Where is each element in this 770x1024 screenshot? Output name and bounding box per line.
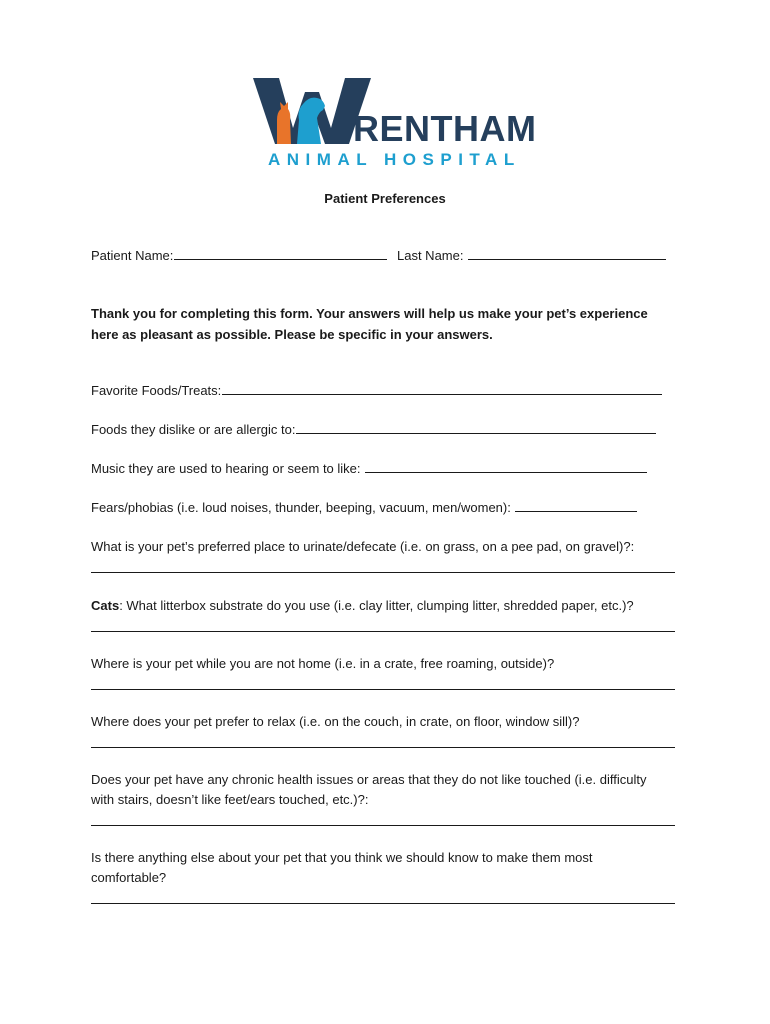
- logo-name-sub: ANIMAL HOSPITAL: [268, 150, 521, 169]
- not-home-answer-line[interactable]: [91, 689, 675, 690]
- dislikes-row: [91, 420, 656, 440]
- cats-answer-line[interactable]: [91, 631, 675, 632]
- patient-name-label: Patient Name:: [91, 248, 174, 263]
- urinate-question: What is your pet’s preferred place to urinate/defecate (i.e. on grass, on a pee pad, on gravel)?:: [91, 539, 635, 554]
- chronic-answer-line[interactable]: [91, 825, 675, 826]
- fears-label: Fears/phobias (i.e. loud noises, thunder, beeping, vacuum, men/women):: [91, 500, 511, 515]
- anything-else-question: Is there anything else about your pet that you think we should know to make them most comfortable?: [91, 850, 593, 885]
- dislikes-label: Foods they dislike or are allergic to:: [91, 422, 296, 437]
- anything-else-answer-line[interactable]: [91, 903, 675, 904]
- music-row: [91, 459, 647, 479]
- relax-answer-line[interactable]: [91, 747, 675, 748]
- page-title: Patient Preferences: [324, 191, 446, 206]
- intro-paragraph: Thank you for completing this form. Your answers will help us make your pet’s experience here as pleasant as possible. Please be specific in your answers.: [91, 306, 648, 342]
- relax-question: Where does your pet prefer to relax (i.e. on the couch, in crate, on floor, window sill)?: [91, 714, 580, 729]
- cats-question-row: [91, 596, 634, 616]
- patient-name-field[interactable]: [174, 246, 387, 260]
- not-home-question: Where is your pet while you are not home (i.e. in a crate, free roaming, outside)?: [91, 656, 555, 671]
- patient-name-row: [91, 246, 666, 266]
- favorite-foods-row: [91, 381, 662, 401]
- chronic-question: Does your pet have any chronic health issues or areas that they do not like touched (i.e. difficulty with stairs, doesn’t like feet/ears touched, etc.)?:: [91, 772, 647, 807]
- cats-label: Cats: [91, 598, 120, 613]
- logo-name-main: RENTHAM: [353, 108, 537, 149]
- music-field[interactable]: [365, 459, 647, 473]
- favorite-foods-field[interactable]: [222, 381, 662, 395]
- hospital-logo: [253, 78, 537, 176]
- last-name-field[interactable]: [468, 246, 666, 260]
- last-name-label: Last Name:: [397, 248, 464, 263]
- cats-question: : What litterbox substrate do you use (i.e. clay litter, clumping litter, shredded paper, etc.)?: [119, 598, 634, 613]
- dislikes-field[interactable]: [296, 420, 656, 434]
- fears-row: [91, 498, 637, 518]
- fears-field[interactable]: [515, 498, 637, 512]
- favorite-foods-label: Favorite Foods/Treats:: [91, 383, 222, 398]
- urinate-answer-line[interactable]: [91, 572, 675, 573]
- music-label: Music they are used to hearing or seem to like:: [91, 461, 361, 476]
